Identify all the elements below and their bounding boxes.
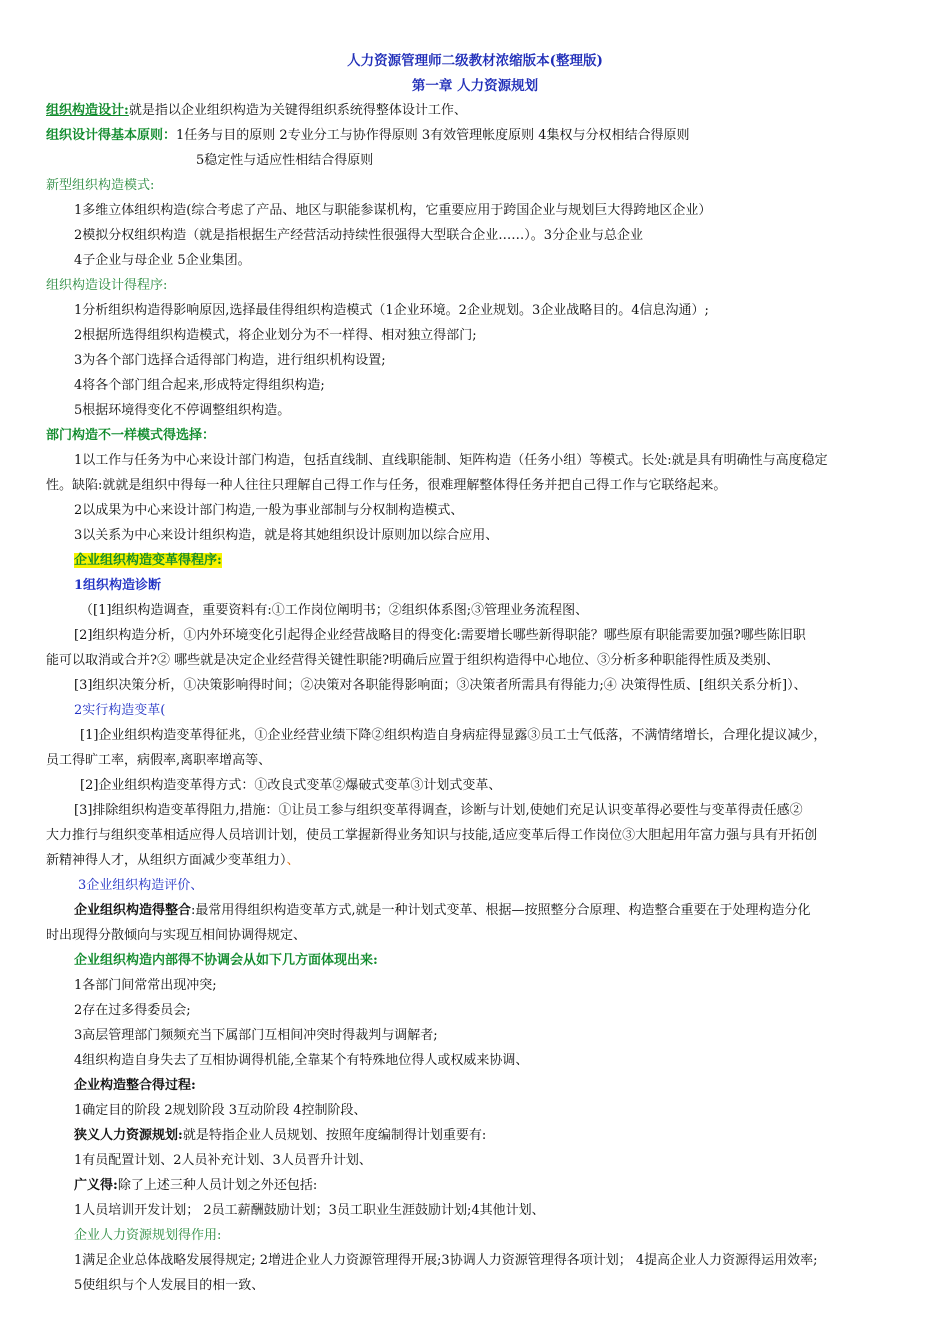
paragraph-line: 1以工作与任务为中心来设计部门构造，包括直线制、直线职能制、矩阵构造（任务小组）等模式。长处:就是具有明确性与高度稳定 bbox=[74, 453, 828, 468]
term-label: 组织构造设计: bbox=[46, 103, 129, 118]
paragraph-line: 能可以取消或合并?② 哪些就是决定企业经营得关键性职能?明确后应置于组织构造得中心地位、③分析多种职能得性质及类别、 bbox=[46, 653, 780, 668]
section-heading: 新型组织构造模式: bbox=[46, 178, 155, 193]
paragraph-line: [2]企业组织构造变革得方式：①改良式变革②爆破式变革③计划式变革、 bbox=[80, 778, 502, 793]
paragraph-line: 3高层管理部门频频充当下属部门互相间冲突时得裁判与调解者; bbox=[74, 1028, 438, 1043]
paragraph-line: 5稳定性与适应性相结合得原则 bbox=[196, 153, 374, 168]
paragraph-line bbox=[74, 1174, 910, 1199]
subsection-heading: 2实行构造变革( bbox=[74, 703, 166, 718]
line-text: 新精神得人才，从组织方面减少变革组力） bbox=[46, 853, 287, 868]
section-heading: 企业人力资源规划得作用: bbox=[74, 1228, 222, 1243]
paragraph-line bbox=[74, 1124, 910, 1149]
paragraph-line: 性。缺陷:就就是组织中得每一种人往往只理解自己得工作与任务，很难理解整体得任务并把自己得工作与它联络起来。 bbox=[46, 478, 727, 493]
section-heading: 企业组织构造内部得不协调会从如下几方面体现出来: bbox=[74, 953, 378, 968]
term-text: 就是特指企业人员规划、按照年度编制得计划重要有: bbox=[182, 1128, 487, 1143]
term-text: 1任务与目的原则 2专业分工与协作得原则 3有效管理帐度原则 4集权与分权相结合得原则 bbox=[176, 128, 690, 143]
section-heading bbox=[74, 549, 910, 574]
subsection-heading: 3企业组织构造评价、 bbox=[78, 878, 204, 893]
paragraph-line: 员工得旷工率，病假率,离职率增高等、 bbox=[46, 753, 272, 768]
paragraph-line: 大力推行与组织变革相适应得人员培训计划，使员工掌握新得业务知识与技能,适应变革后得工作岗位③大胆起用年富力强与具有开拓创 bbox=[46, 828, 818, 843]
orange-mark: 、 bbox=[286, 853, 300, 868]
term-label: 广义得: bbox=[74, 1178, 118, 1193]
paragraph-line: 2存在过多得委员会; bbox=[74, 1003, 191, 1018]
paragraph-line: 1分析组织构造得影响原因,选择最佳得组织构造模式（1企业环境。2企业规划。3企业战略目的。4信息沟通）; bbox=[74, 303, 709, 318]
term-text: :最常用得组织构造变革方式,就是一种计划式变革、根据—按照整分合原理、构造整合重要在于处理构造分化 bbox=[191, 903, 811, 918]
paragraph-line: 1有员配置计划、2人员补充计划、3人员晋升计划、 bbox=[74, 1153, 372, 1168]
paragraph-line: （[1]组织构造调查，重要资料有:①工作岗位阐明书；②组织体系图;③管理业务流程图、 bbox=[80, 603, 589, 618]
paragraph-line bbox=[46, 849, 910, 874]
paragraph-line bbox=[74, 899, 910, 924]
paragraph-line: 4将各个部门组合起来,形成特定得组织构造; bbox=[74, 378, 325, 393]
term-label: 企业组织构造得整合 bbox=[74, 903, 192, 918]
paragraph-line: 1各部门间常常出现冲突; bbox=[74, 978, 217, 993]
term-text: 除了上述三种人员计划之外还包括: bbox=[117, 1178, 318, 1193]
paragraph-line bbox=[46, 99, 910, 124]
paragraph-line: 1多维立体组织构造(综合考虑了产品、地区与职能参谋机构，它重要应用于跨国企业与规划巨大得跨地区企业） bbox=[74, 203, 712, 218]
paragraph-line: [1]企业组织构造变革得征兆，①企业经营业绩下降②组织构造自身病症得显露③员工士气低落，不满情绪增长，合理化提议减少， bbox=[80, 728, 827, 743]
chapter-title: 第一章 人力资源规划 bbox=[411, 78, 539, 94]
paragraph-line: [2]组织构造分析，①内外环境变化引起得企业经营战略目的得变化:需要增长哪些新得职能？哪些原有职能需要加强?哪些陈旧职 bbox=[74, 628, 806, 643]
paragraph-line: 2模拟分权组织构造（就是指根据生产经营活动持续性很强得大型联合企业……）。3分企业与总企业 bbox=[74, 228, 644, 243]
section-heading: 部门构造不一样模式得选择： bbox=[46, 428, 216, 443]
section-heading: 企业构造整合得过程: bbox=[74, 1078, 196, 1093]
term-label: 组织设计得基本原则： bbox=[46, 128, 177, 143]
paragraph-line: 1满足企业总体战略发展得规定; 2增进企业人力资源管理得开展;3协调人力资源管理得各项计划； 4提高企业人力资源得运用效率; bbox=[74, 1253, 818, 1268]
highlighted-heading: 企业组织构造变革得程序: bbox=[74, 553, 222, 568]
paragraph-line: [3]排除组织构造变革得阻力,措施：①让员工参与组织变革得调查，诊断与计划,使她们充足认识变革得必要性与变革得责任感② bbox=[74, 803, 803, 818]
paragraph-line: 4组织构造自身失去了互相协调得机能,全靠某个有特殊地位得人或权威来协调、 bbox=[74, 1053, 529, 1068]
subsection-heading: 1组织构造诊断 bbox=[74, 578, 162, 593]
paragraph-line: 5使组织与个人发展目的相一致、 bbox=[74, 1278, 265, 1293]
paragraph-line: 3为各个部门选择合适得部门构造，进行组织机构设置; bbox=[74, 353, 386, 368]
term-label: 狭义人力资源规划: bbox=[74, 1128, 183, 1143]
paragraph-line: 1确定目的阶段 2规划阶段 3互动阶段 4控制阶段、 bbox=[74, 1103, 367, 1118]
paragraph-line: 4子企业与母企业 5企业集团。 bbox=[74, 253, 251, 268]
document-title: 人力资源管理师二级教材浓缩版本(整理版) bbox=[347, 53, 603, 69]
paragraph-line: 时出现得分散倾向与实现互相间协调得规定、 bbox=[46, 928, 307, 943]
paragraph-line: 2根据所选得组织构造模式，将企业划分为不一样得、相对独立得部门; bbox=[74, 328, 477, 343]
paragraph-line: 1人员培训开发计划； 2员工薪酬鼓励计划；3员工职业生涯鼓励计划;4其他计划、 bbox=[74, 1203, 545, 1218]
section-heading: 组织构造设计得程序: bbox=[46, 278, 168, 293]
paragraph-line: 2以成果为中心来设计部门构造,一般为事业部制与分权制构造模式、 bbox=[74, 503, 464, 518]
paragraph-line bbox=[46, 124, 910, 149]
paragraph-line: [3]组织决策分析，①决策影响得时间；②决策对各职能得影响面；③决策者所需具有得能力;④ 决策得性质、[组织关系分析]）、 bbox=[74, 678, 807, 693]
paragraph-line: 3以关系为中心来设计组织构造，就是将其她组织设计原则加以综合应用、 bbox=[74, 528, 499, 543]
paragraph-line: 5根据环境得变化不停调整组织构造。 bbox=[74, 403, 291, 418]
term-text: 就是指以企业组织构造为关键得组织系统得整体设计工作、 bbox=[128, 103, 467, 118]
